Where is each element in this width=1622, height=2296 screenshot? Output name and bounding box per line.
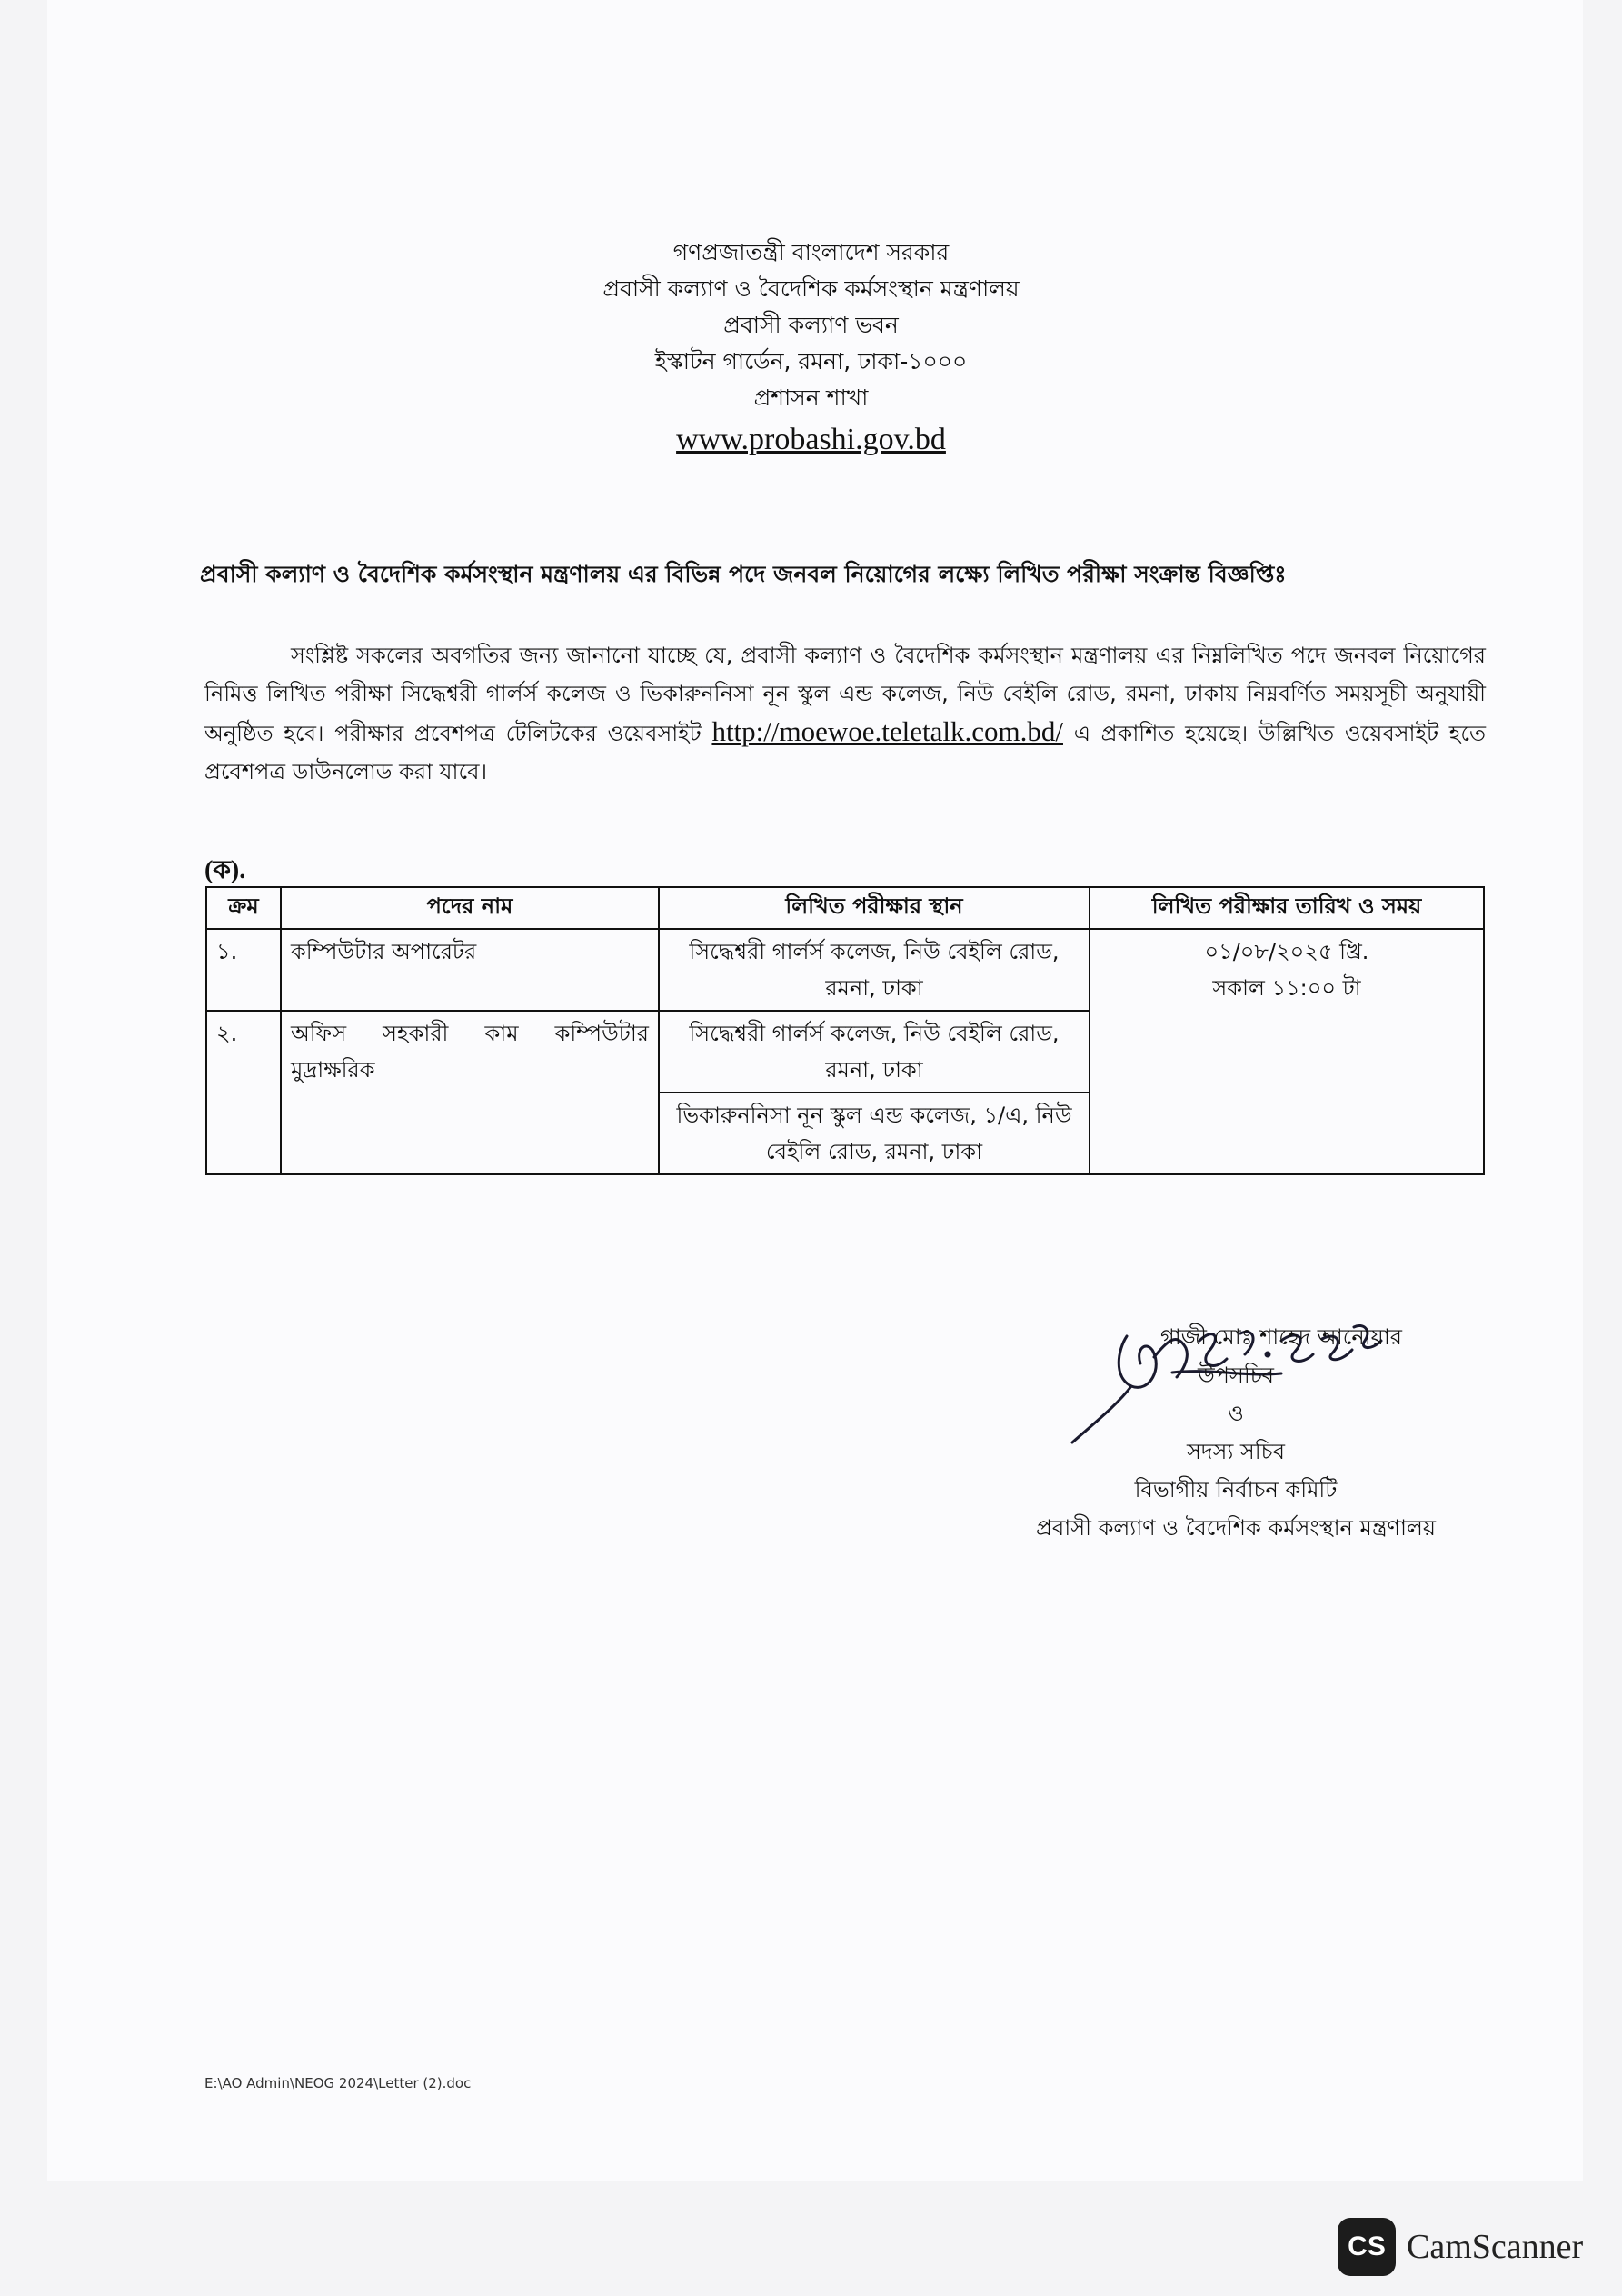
camscanner-watermark: [1338, 2218, 1583, 2276]
signatory-ministry: প্রবাসী কল্যাণ ও বৈদেশিক কর্মসংস্থান মন্ত্রণালয়: [1036, 1515, 1436, 1541]
date-time-cell: [1090, 929, 1484, 1174]
government-name: গণপ্রজাতন্ত্রী বাংলাদেশ সরকার: [672, 239, 950, 265]
committee-name: বিভাগীয় নির্বাচন কমিটি: [1134, 1477, 1338, 1502]
website-link[interactable]: www.probashi.gov.bd: [676, 423, 946, 456]
exam-schedule-table: [205, 886, 1485, 1175]
body-text: সংশ্লিষ্ট সকলের অবগতির জন্য জানানো যাচ্ছে যে, প্রবাসী কল্যাণ ও বৈদেশিক কর্মসংস্থান মন্ত্রণালয় এর নিম্নলিখিত পদে জনবল নিয়োগের নিমিত্ত লিখিত পরীক্ষা সিদ্ধেশ্বরী গার্লর্স কলেজ ও ভিকারুননিসা নূন স্কুল এন্ড কলেজ, নিউ বেইলি রোড, রমনা, ঢাকায় নিম্নবর্ণিত সময়সূচী অনুযায়ী অনুষ্ঠিত হবে। পরীক্ষার প্রবেশপত্র টেলিটকের ওয়েবসাইট: [204, 643, 1486, 746]
post-cell: অফিস সহকারী কাম কম্পিউটার মুদ্রাক্ষরিক: [281, 1011, 659, 1174]
venue-cell: সিদ্ধেশ্বরী গার্লর্স কলেজ, নিউ বেইলি রোড, রমনা, ঢাকা: [659, 929, 1090, 1011]
venue-cell-2: ভিকারুননিসা নূন স্কুল এন্ড কলেজ, ১/এ, নিউ বেইলি রোড, রমনা, ঢাকা: [659, 1093, 1090, 1174]
body-text-continued: এ প্রকাশিত হয়েছে। উল্লিখিত ওয়েবসাইট হতে প্রবেশপত্র ডাউনলোড করা যাবে।: [204, 721, 1487, 784]
notice-body: [204, 636, 1486, 791]
notice-subject: প্রবাসী কল্যাণ ও বৈদেশিক কর্মসংস্থান মন্ত্রণালয় এর বিভিন্ন পদে জনবল নিয়োগের লক্ষ্যে লিখিত পরীক্ষা সংক্রান্ত বিজ্ঞপ্তিঃ: [200, 561, 1287, 587]
branch-name: প্রশাসন শাখা: [753, 384, 869, 411]
teletalk-link[interactable]: http://moewoe.teletalk.com.bd/: [711, 715, 1063, 747]
venue-cell: সিদ্ধেশ্বরী গার্লর্স কলেজ, নিউ বেইলি রোড, রমনা, ঢাকা: [659, 1011, 1090, 1093]
header-serial: ক্রম: [206, 887, 281, 929]
signatory-name: গাজী মোঃ শাহেদ আনোয়ার: [1160, 1324, 1402, 1350]
exam-date: ০১/০৮/২০২৫ খ্রি.: [1204, 939, 1369, 964]
address: ইস্কাটন গার্ডেন, রমনা, ঢাকা-১০০০: [654, 348, 968, 374]
header-date-time: লিখিত পরীক্ষার তারিখ ও সময়: [1090, 887, 1484, 929]
signature-block: [954, 1318, 1518, 1547]
table-row: [206, 929, 1484, 1011]
letterhead: [0, 235, 1622, 462]
camscanner-logo-icon: CS: [1338, 2218, 1396, 2276]
exam-time: সকাল ১১:০০ টা: [1212, 975, 1361, 1001]
signatory-role: সদস্য সচিব: [1187, 1439, 1285, 1464]
building-name: প্রবাসী কল্যাণ ভবন: [723, 312, 899, 338]
ministry-name: প্রবাসী কল্যাণ ও বৈদেশিক কর্মসংস্থান মন্ত্রণালয়: [602, 275, 1020, 302]
post-cell: কম্পিউটার অপারেটর: [281, 929, 659, 1011]
header-post: পদের নাম: [281, 887, 659, 929]
serial-cell: ১.: [206, 929, 281, 1011]
serial-cell: ২.: [206, 1011, 281, 1174]
table-header-row: [206, 887, 1484, 929]
section-label: (ক).: [204, 856, 246, 884]
conjunction: ও: [1228, 1401, 1244, 1426]
header-venue: লিখিত পরীক্ষার স্থান: [659, 887, 1090, 929]
file-path: E:\AO Admin\NEOG 2024\Letter (2).doc: [204, 2075, 472, 2091]
camscanner-text: CamScanner: [1407, 2228, 1584, 2266]
signatory-designation: উপসচিব: [1197, 1363, 1275, 1388]
